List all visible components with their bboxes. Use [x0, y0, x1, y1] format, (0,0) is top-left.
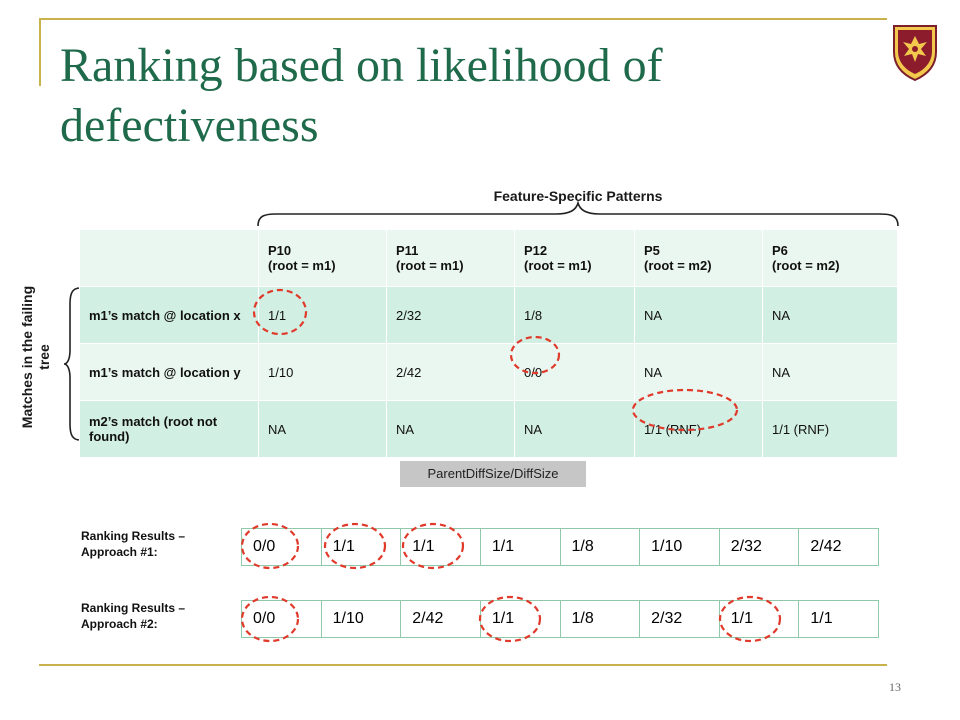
rank-cell: 1/1: [401, 529, 481, 566]
row-label: m2’s match (root not found): [80, 401, 259, 458]
table-header-row: [80, 230, 898, 287]
column-header-text: P10 (root = m1): [268, 243, 336, 273]
table-cell: 2/32: [387, 287, 515, 344]
column-header-text: P11 (root = m1): [396, 243, 464, 273]
feature-patterns-label: Feature-Specific Patterns: [493, 188, 663, 204]
table-cell: NA: [763, 344, 898, 401]
rank-cell: 0/0: [242, 601, 322, 638]
bottom-accent-line: [39, 664, 887, 666]
table-row: [80, 344, 898, 401]
side-label: Matches in the failing tree: [19, 285, 52, 429]
table-cell: NA: [259, 401, 387, 458]
rank-cell: 1/10: [321, 601, 401, 638]
table-cell: 1/10: [259, 344, 387, 401]
row-label: m1’s match @ location y: [80, 344, 259, 401]
column-header: [635, 230, 763, 287]
rank-cell: 1/1: [321, 529, 401, 566]
table-cell: 1/1: [259, 287, 387, 344]
crest-icon: [890, 22, 940, 82]
slide-title: Ranking based on likelihood of defectiveness: [60, 39, 663, 152]
table-cell: 1/8: [515, 287, 635, 344]
top-accent-line: [39, 18, 887, 20]
ranking-row-approach-1: [241, 528, 879, 566]
column-header: [259, 230, 387, 287]
table-cell: NA: [763, 287, 898, 344]
table-row: [80, 287, 898, 344]
rank-cell: 1/8: [560, 529, 640, 566]
ranking-row-approach-2: [241, 600, 879, 638]
rank-cell: 1/1: [799, 601, 879, 638]
ranking-label-approach-1: Ranking Results – Approach #1:: [81, 529, 186, 559]
rank-cell: 1/1: [719, 601, 799, 638]
rank-cell: 2/42: [799, 529, 879, 566]
rank-cell: 2/32: [719, 529, 799, 566]
column-header: [515, 230, 635, 287]
rank-cell: 1/1: [480, 601, 560, 638]
column-header-text: P12 (root = m1): [524, 243, 592, 273]
table-cell: NA: [635, 287, 763, 344]
column-header-text: P5 (root = m2): [644, 243, 712, 273]
column-header-text: P6 (root = m2): [772, 243, 840, 273]
table-cell: NA: [387, 401, 515, 458]
table-cell: 0/0: [515, 344, 635, 401]
left-accent-line: [39, 18, 41, 86]
column-header: [387, 230, 515, 287]
metric-legend-box: ParentDiffSize/DiffSize: [400, 461, 586, 487]
header-corner-cell: [80, 230, 259, 287]
page-number: 13: [889, 680, 901, 694]
rank-cell: 0/0: [242, 529, 322, 566]
rank-cell: 1/8: [560, 601, 640, 638]
rank-cell: 2/32: [640, 601, 720, 638]
table-cell: 1/1 (RNF): [763, 401, 898, 458]
ranking-label-approach-2: Ranking Results – Approach #2:: [81, 601, 186, 631]
table-cell: 2/42: [387, 344, 515, 401]
rank-cell: 2/42: [401, 601, 481, 638]
table-cell: NA: [635, 344, 763, 401]
table-cell: 1/1 (RNF): [635, 401, 763, 458]
table-row: [80, 401, 898, 458]
rank-cell: 1/10: [640, 529, 720, 566]
rank-cell: 1/1: [480, 529, 560, 566]
row-label: m1’s match @ location x: [80, 287, 259, 344]
top-brace: [256, 200, 900, 228]
table-cell: NA: [515, 401, 635, 458]
column-header: [763, 230, 898, 287]
pattern-table: [79, 229, 898, 458]
